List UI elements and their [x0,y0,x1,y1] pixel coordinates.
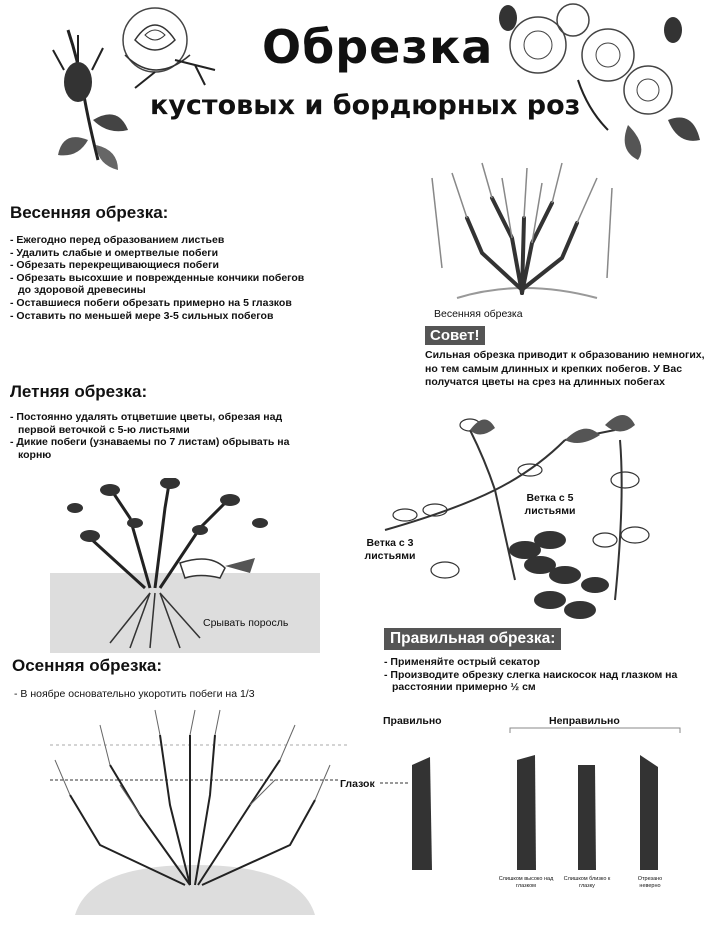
list-item: - Оставить по меньшей мере 3-5 сильных побегов [10,309,274,322]
list-item: - Производите обрезку слегка наискосок над глазком на расстоянии примерно ½ см [384,668,678,694]
rose-bouquet-icon [478,0,708,160]
tip-text: Сильная обрезка приводит к образованию немногих, но тем самым длинных и крепких побегов. У Вас получатся цветы на срез на длинных побегах [425,349,705,388]
list-item: - Оставшиеся побеги обрезать примерно на 5 глазков [10,296,292,309]
rose-flower-icon [95,0,225,90]
bud-label: Глазок [340,778,375,790]
spring-pruning-illustration [412,158,642,308]
list-item: - Обрезать перекрещивающиеся побеги [10,259,219,272]
page-title: Обрезка [262,20,494,74]
stem-caption-1: Слишком высоко над глазком [498,876,554,889]
stem-caption-3: Отрезано неверно [637,876,663,889]
autumn-heading: Осенняя обрезка: [12,656,163,675]
correct-pruning-list [384,656,719,694]
stems-illustration [380,725,710,885]
spring-list [10,234,310,322]
tip-badge: Совет! [425,326,485,345]
summer-heading: Летняя обрезка: [10,382,148,401]
list-item: - Обрезать высохшие и поврежденные кончики побегов до здоровой древесины [10,271,305,297]
autumn-pruning-illustration [30,705,350,920]
stem-caption-2: Слишком близко к глазку [563,876,611,889]
branch-three-label: Ветка с 3 листьями [364,537,416,562]
label-correct: Правильно [383,715,442,727]
page-subtitle: кустовых и бордюрных роз [150,90,581,121]
label-wrong: Неправильно [549,715,620,727]
correct-pruning-badge: Правильная обрезка: [384,628,561,650]
list-item: - Ежегодно перед образованием листьев [10,234,225,246]
branch-five-label: Ветка с 5 листьями [524,492,576,517]
spring-caption: Весенняя обрезка [434,308,523,320]
autumn-list [14,688,334,701]
list-item: - В ноябре основательно укоротить побеги на 1/3 [14,688,255,700]
summer-list [10,411,310,461]
summer-caption: Срывать поросль [203,617,289,629]
list-item: - Применяйте острый секатор [384,656,540,668]
list-item: - Постоянно удалять отцветшие цветы, обрезая над первой веточкой с 5-ю листьями [10,411,283,436]
list-item: - Дикие побеги (узнаваемы по 7 листам) обрывать на корню [10,436,290,461]
list-item: - Удалить слабые и омертвелые побеги [10,246,219,259]
spring-heading: Весенняя обрезка: [10,203,169,222]
